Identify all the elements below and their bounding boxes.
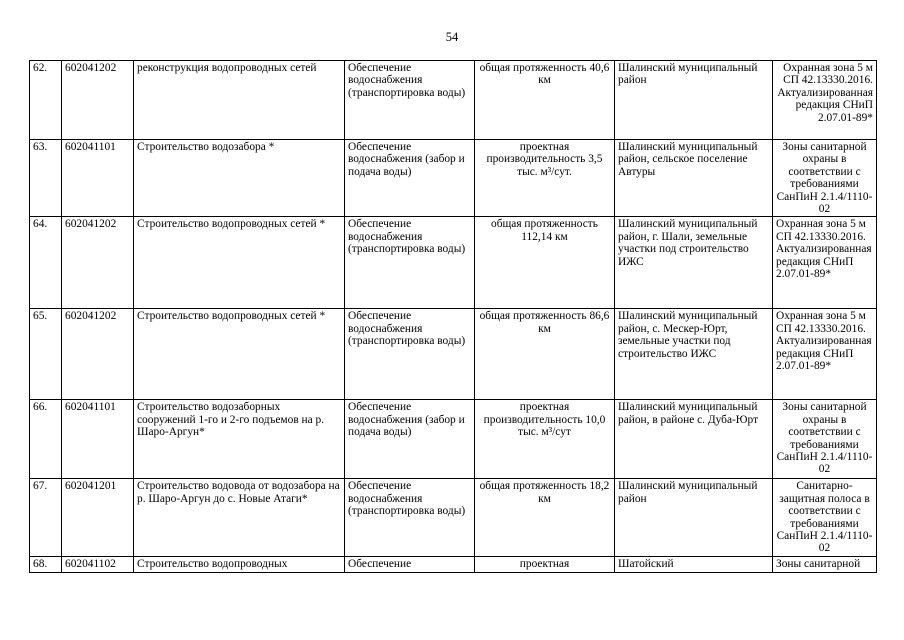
row-zone: Зоны санитарной охраны в соответствии с требованиями СанПиН 2.1.4/1110-02 <box>773 140 877 217</box>
row-location: Шалинский муниципальный район, г. Шали, земельные участки под строительство ИЖС <box>615 217 773 309</box>
row-zone: Охранная зона 5 м СП 42.13330.2016. Актуализированная редакция СНиП 2.07.01-89* <box>773 61 877 140</box>
row-zone: Охранная зона 5 м СП 42.13330.2016. Актуализированная редакция СНиП 2.07.01-89* <box>773 309 877 400</box>
row-code: 602041101 <box>62 140 134 217</box>
row-number: 67. <box>30 479 62 557</box>
row-capacity: общая протяженность 86,6 км <box>475 309 615 400</box>
row-zone: Санитарно-защитная полоса в соответствии с требованиями СанПиН 2.1.4/1110-02 <box>773 479 877 557</box>
row-purpose: Обеспечение водоснабжения (транспортировка воды) <box>345 479 475 557</box>
row-location: Шалинский муниципальный район, сельское поселение Автуры <box>615 140 773 217</box>
row-name: Строительство водовода от водозабора на р. Шаро-Аргун до с. Новые Атаги* <box>134 479 345 557</box>
row-zone: Охранная зона 5 м СП 42.13330.2016. Актуализированная редакция СНиП 2.07.01-89* <box>773 217 877 309</box>
row-purpose: Обеспечение водоснабжения (транспортировка воды) <box>345 217 475 309</box>
row-name: Строительство водопроводных сетей * <box>134 309 345 400</box>
table-row <box>30 217 877 309</box>
table-row <box>30 400 877 479</box>
row-name: Строительство водозабора * <box>134 140 345 217</box>
table-row <box>30 309 877 400</box>
row-capacity: общая протяженность 40,6 км <box>475 61 615 140</box>
row-purpose: Обеспечение водоснабжения (забор и подача воды) <box>345 140 475 217</box>
row-code: 602041202 <box>62 61 134 140</box>
row-name: Строительство водопроводных сетей * <box>134 217 345 309</box>
row-purpose: Обеспечение водоснабжения (транспортировка воды) <box>345 61 475 140</box>
page-number: 54 <box>445 30 459 44</box>
row-number: 63. <box>30 140 62 217</box>
row-name: реконструкция водопроводных сетей <box>134 61 345 140</box>
row-purpose: Обеспечение водоснабжения (транспортировка воды) <box>345 309 475 400</box>
row-capacity: проектная производительность 3,5 тыс. м³/сут. <box>475 140 615 217</box>
row-location: Шалинский муниципальный район, в районе с. Дуба-Юрт <box>615 400 773 479</box>
row-code: 602041202 <box>62 309 134 400</box>
row-code: 602041201 <box>62 479 134 557</box>
row-number: 65. <box>30 309 62 400</box>
row-capacity: проектная <box>475 557 615 572</box>
table-row <box>30 140 877 217</box>
row-number: 64. <box>30 217 62 309</box>
row-number: 62. <box>30 61 62 140</box>
row-location: Шалинский муниципальный район <box>615 61 773 140</box>
row-purpose: Обеспечение водоснабжения (забор и подача воды) <box>345 400 475 479</box>
row-location: Шалинский муниципальный район <box>615 479 773 557</box>
row-purpose: Обеспечение <box>345 557 475 572</box>
objects-table <box>29 60 877 573</box>
table-row <box>30 557 877 572</box>
table-row <box>30 61 877 140</box>
table-row <box>30 479 877 557</box>
row-number: 66. <box>30 400 62 479</box>
row-capacity: общая протяженность 112,14 км <box>475 217 615 309</box>
row-zone: Зоны санитарной <box>773 557 877 572</box>
row-capacity: проектная производительность 10,0 тыс. м³/сут <box>475 400 615 479</box>
row-code: 602041102 <box>62 557 134 572</box>
row-location: Шатойский <box>615 557 773 572</box>
row-name: Строительство водозаборных сооружений 1-го и 2-го подъемов на р. Шаро-Аргун* <box>134 400 345 479</box>
row-location: Шалинский муниципальный район, с. Мескер-Юрт, земельные участки под строительство ИЖС <box>615 309 773 400</box>
row-code: 602041101 <box>62 400 134 479</box>
row-name: Строительство водопроводных <box>134 557 345 572</box>
row-number: 68. <box>30 557 62 572</box>
row-zone: Зоны санитарной охраны в соответствии с требованиями СанПиН 2.1.4/1110-02 <box>773 400 877 479</box>
row-code: 602041202 <box>62 217 134 309</box>
row-capacity: общая протяженность 18,2 км <box>475 479 615 557</box>
